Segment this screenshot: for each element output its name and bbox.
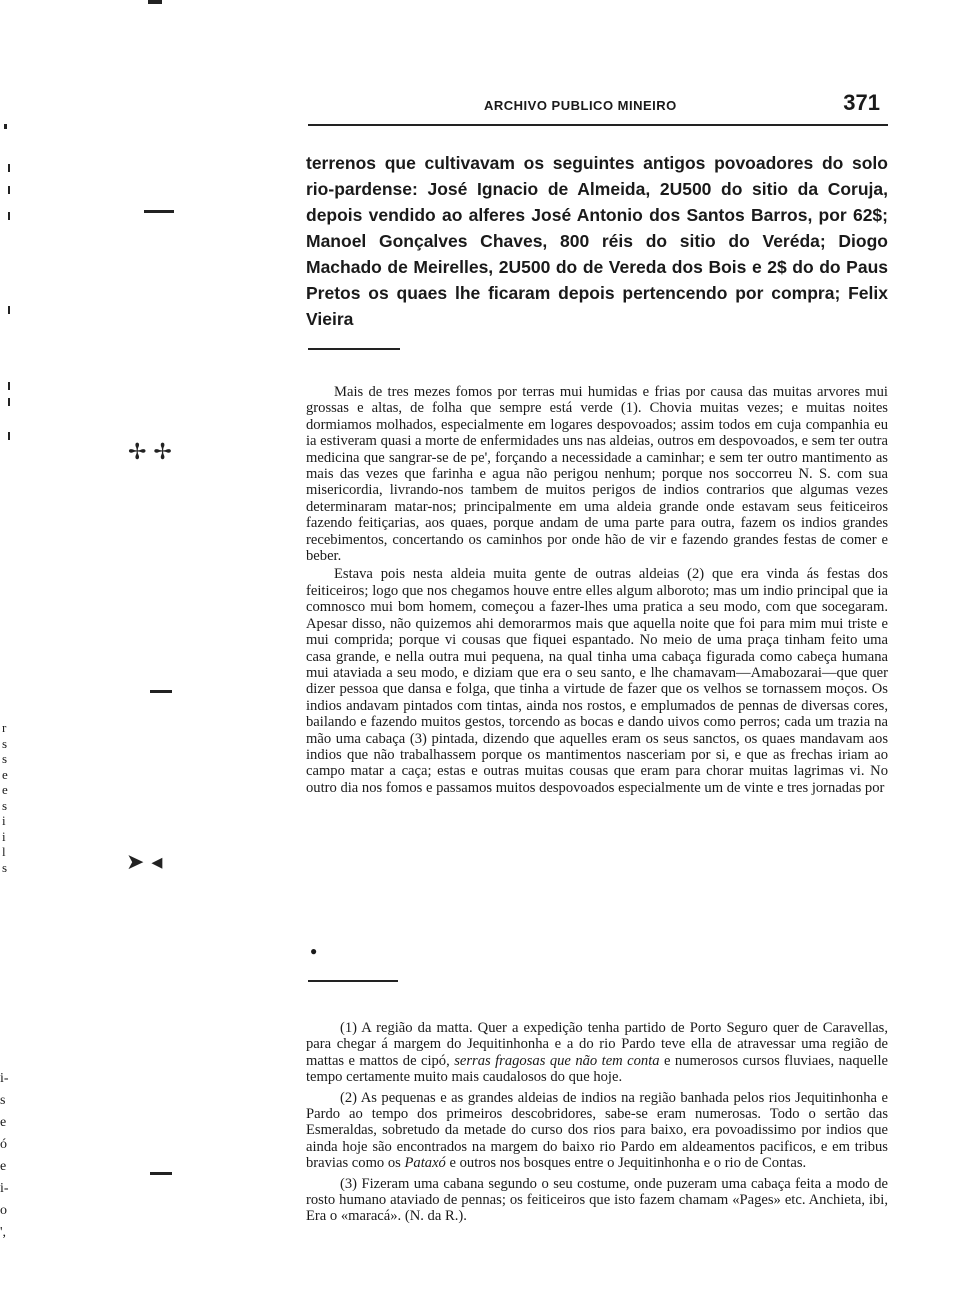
- header-rule: [308, 124, 888, 126]
- footnote-2: (2) As pequenas e as grandes aldeias de indios na região banhada pelos rios Jequitinhonha e Pardo ao tempo dos primeiros descobridores, sabe-se eram numerosas. Todo o sertão das Esmeraldas, sobretudo da metade do curso dos rios para baixo, era povoadissimo por indios que ainda hoje são encontrados na margem do baixo rio Pardo em aldeamentos pacificos, e em tribus bravias como os Pataxó e outros nos bosques entre o Jequitinhonha e o rio de Contas.: [306, 1089, 888, 1172]
- quote-paragraph: Mais de tres mezes fomos por terras mui humidas e frias por causa das muitas arvores mui grossas e altas, de folha que sempre está verde (1). Chovia muitas vezes; e muitas noites dormiamos molhados, especialmente em logares despovoados; assim todos em cuja companhia eu ia estiveram quasi a morte de enfermidades uns nas aldeias, outros em despovoados, e sem ter outra medicina que sangrar-se de pe', forçando a necessidade a caminhar; e sem ter outro mantimento as mais das vezes que farinha e agua não perigou nenhum; porque nos soccorreu N. S. com sua misericordia, livrando-nos tambem de muitos perigos de indios contrarios que algumas vezes determinaram matar-nos; principalmente em uma aldeia grande onde estavam seus feiticeiros fazendo feitiçarias, aos quaes, porque andam de uma parte para outra, fazem os indios grandes recebimentos, concertando os caminhos por onde hão de vir e fazendo grandes festas de comer e beber.: [306, 384, 888, 565]
- page-number: 371: [843, 90, 880, 115]
- margin-blot: ✢ ✢: [128, 440, 172, 465]
- quote-block: [306, 384, 888, 796]
- footnote-rule: [308, 980, 398, 982]
- page-header: [308, 90, 888, 120]
- footnotes: [306, 1020, 888, 1225]
- facing-page-fragments: r s s e e s i i l s: [2, 720, 8, 875]
- main-text: [306, 150, 888, 332]
- facing-page-fragments: i- s e ó e i- o ',: [0, 1071, 9, 1240]
- main-paragraph: terrenos que cultivavam os seguintes antigos povoadores do solo rio-pardense: José Ignacio de Almeida, 2U500 do sitio da Coruja, depois vendido ao alferes José Antonio dos Santos Barros, por 62$; Manoel Gonçalves Chaves, 800 réis do sitio do Veréda; Diogo Machado de Meirelles, 2U500 do de Vereda dos Bois e 2$ do do Paus Pretos os quaes lhe ficaram depois pertencendo por compra; Felix Vieira: [306, 153, 888, 329]
- bullet-mark: ●: [310, 944, 318, 958]
- running-title: ARCHIVO PUBLICO MINEIRO: [484, 98, 677, 113]
- section-rule: [308, 348, 400, 350]
- margin-blot: ➤ ◂: [126, 850, 163, 875]
- footnote-3: (3) Fizeram uma cabana segundo o seu costume, onde puzeram uma cabaça feita a modo de rosto humano ataviado de pennas; os feiticeiros que isto fazem chamam «Pages» etc. Anchieta, ibi, Era o «maracá». (N. da R.).: [306, 1175, 888, 1225]
- footnote-1: (1) A região da matta. Quer a expedição tenha partido de Porto Seguro quer de Caravellas, para chegar á margem do Jequitinhonha e a do rio Pardo teve ella de atravessar uma região de mattas e mattos de cipó, serras fragosas que não tem conta e numerosos cursos fluviaes, naquelle tempo certamente muito mais caudalosos do que hoje.: [306, 1020, 888, 1086]
- quote-paragraph: Estava pois nesta aldeia muita gente de outras aldeias (2) que era vinda ás festas dos feiticeiros; logo que nos chegamos houve entre elles algum alboroto; mas um indio principal que ia comnosco mui bom homem, começou a fazer-lhes uma pratica a seu modo, com que socegaram. Apesar disso, não quizemos ahi demorarmos mais que aquella noite que foi para mim mui triste e mui comprida; porque vi cousas que fiquei espantado. No meio de uma praça tinham feito uma casa grande, e nella outra mui pequena, na qual tinha uma cabaça figurada como cabeça humana mui ataviada a seu modo, e diziam que era o seu santo, e lhe chamavam—Amabozarai—que quer dizer pessoa que dansa e folga, que tinha a virtude de fazer que os velhos se tornassem moços. Os indios andavam pintados com tintas, ainda nos rostos, e emplumados de pennas de diversas cores, bailando e fazendo muitos gestos, torcendo as bocas e dando uivos como perros; cada um trazia na mão uma cabaça (3) pintada, dizendo que aquelles eram os seus sanctos, os quaes mandavam aos indios que não trabalhassem porque os mantimentos nasceriam por si, e que as frechas iriam ao campo matar a caça; estas e outras muitas cousas que eram para chorar muitas lagrimas vi. No outro dia nos fomos e passamos muitos despovoados especialmente um de vinte e tres jornadas por: [306, 566, 888, 796]
